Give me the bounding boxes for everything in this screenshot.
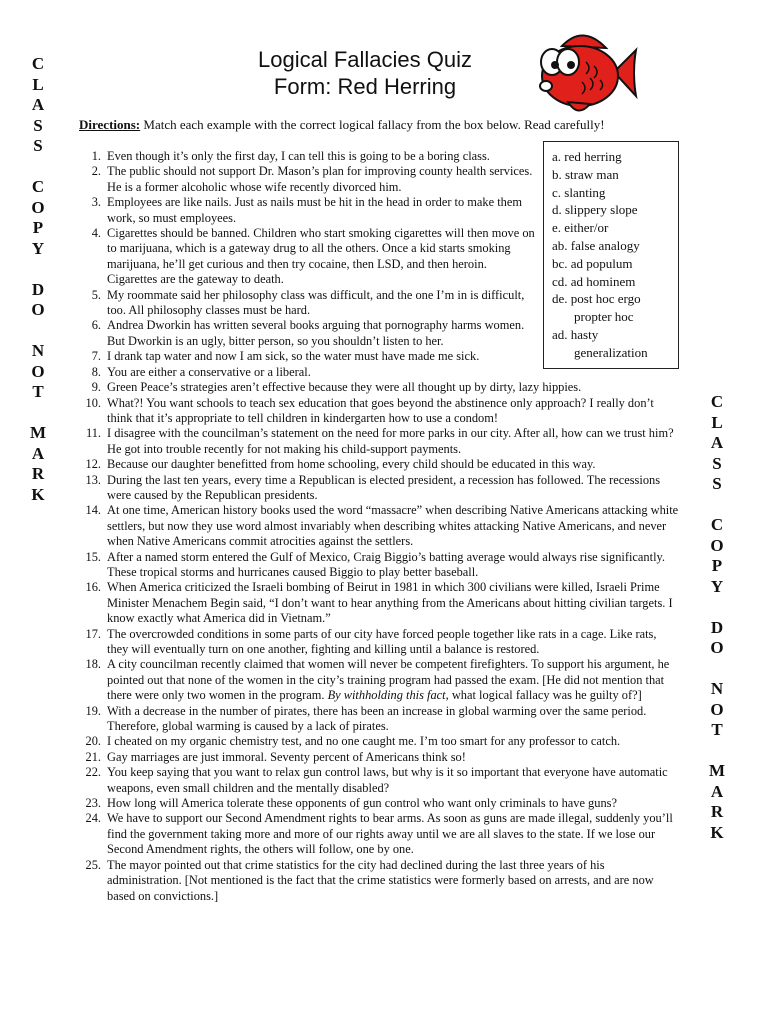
side-left-letter: K bbox=[31, 484, 45, 504]
question-text-main: Because our daughter benefitted from home schooling, every child should be educated in this way. bbox=[107, 457, 596, 472]
directions-text: Match each example with the correct logical fallacy from the box below. Read carefully! bbox=[140, 117, 605, 132]
question-text bbox=[107, 627, 679, 658]
side-left-letter: D bbox=[31, 279, 45, 299]
question-item bbox=[79, 426, 679, 457]
question-text-main: Cigarettes should be banned. Children who start smoking cigarettes will then move on to marijuana, which is a gateway drug to all the others. Once a kid starts smoking marijuana, he’ll get curious and then try cocaine, then LSD, and then heroin. Cigarettes are the gateway to death. bbox=[107, 226, 535, 287]
question-text-main: At one time, American history books used the word “massacre” when describing Native Americans attacking white settlers, but now they use word almost invariably when describing whites attacking Native Americans, and never when Native Americans commit atrocities against the settlers. bbox=[107, 503, 679, 549]
fallacy-option: d. slippery slope bbox=[552, 202, 638, 218]
question-text bbox=[107, 580, 679, 626]
question-number: 1. bbox=[91, 149, 101, 163]
question-text-main: I cheated on my organic chemistry test, and no one caught me. I’m too smart for any professor to catch. bbox=[107, 734, 621, 749]
question-number: 2. bbox=[91, 164, 101, 179]
side-right-letter: T bbox=[711, 720, 723, 739]
side-right-letter: K bbox=[710, 822, 724, 842]
side-right-letter: O bbox=[710, 535, 724, 555]
question-number: 24. bbox=[85, 811, 101, 826]
side-left-letter: N bbox=[31, 341, 45, 360]
question-text bbox=[107, 457, 679, 472]
question-text bbox=[107, 365, 547, 380]
question-text-main: With a decrease in the number of pirates, there has been an increase in global warming over the same period. Therefore, global warming is caused by a lack of pirates. bbox=[107, 703, 647, 734]
side-left-letter: Y bbox=[31, 238, 45, 258]
question-text-main: Employees are like nails. Just as nails must be hit in the head in order to make them work, so must employees. bbox=[107, 195, 522, 225]
side-right-letter: S bbox=[712, 474, 722, 493]
title-line-2: Form: Red Herring bbox=[273, 74, 457, 99]
side-right-letter: R bbox=[710, 802, 724, 821]
side-right-letter: N bbox=[710, 679, 724, 698]
question-text-main: You are either a conservative or a liberal. bbox=[107, 364, 311, 379]
question-text-main: I drank tap water and now I am sick, so the water must have made me sick. bbox=[107, 349, 480, 364]
question-number: 25. bbox=[85, 857, 101, 872]
question-item bbox=[79, 750, 679, 765]
question-number: 19. bbox=[85, 703, 101, 718]
fallacy-option: ab. false analogy bbox=[552, 237, 640, 253]
question-text-main: I disagree with the councilman’s statement on the need for more parks in our city. After all, how can we trust him? He got into trouble recently for not making his child-support payments. bbox=[107, 426, 674, 456]
side-left-letter: S bbox=[33, 136, 43, 155]
fallacy-option-continued: propter hoc bbox=[574, 309, 634, 325]
question-item bbox=[79, 734, 679, 749]
question-text bbox=[107, 288, 537, 319]
side-right-letter: L bbox=[711, 412, 723, 432]
question-text bbox=[107, 704, 679, 735]
question-item bbox=[79, 550, 679, 581]
side-left-letter: A bbox=[31, 95, 45, 114]
question-number: 6. bbox=[91, 318, 101, 333]
question-text bbox=[107, 858, 679, 904]
class-copy-do-not-mark-right bbox=[704, 392, 730, 843]
fallacy-option: b. straw man bbox=[552, 166, 619, 182]
question-text-main: After a named storm entered the Gulf of Mexico, Craig Biggio’s batting average would always rise significantly. These tropical storms and hurricanes caused Biggio to play better baseball. bbox=[107, 549, 665, 579]
question-number: 9. bbox=[91, 380, 101, 395]
class-copy-do-not-mark-left bbox=[25, 54, 51, 505]
question-number: 23. bbox=[85, 796, 101, 811]
question-text-main: A city councilman recently claimed that women will never be competent firefighters. To support his argument, he pointed out that none of the women in the city’s training program had passed the exam. [He did not mention that there were only two women in the program. bbox=[107, 657, 670, 703]
fallacy-option: de. post hoc ergo bbox=[552, 291, 641, 307]
question-text bbox=[107, 226, 537, 288]
question-item bbox=[79, 380, 679, 395]
question-number: 13. bbox=[85, 472, 101, 487]
question-number: 22. bbox=[85, 765, 101, 780]
question-number: 10. bbox=[85, 395, 101, 410]
question-text bbox=[107, 380, 679, 395]
question-text-main: The public should not support Dr. Mason’s plan for improving county health services. He is a former alcoholic whose wife recently divorced him. bbox=[107, 164, 533, 194]
fallacy-option: cd. ad hominem bbox=[552, 273, 636, 289]
title-line-1: Logical Fallacies Quiz bbox=[258, 47, 472, 72]
question-number: 21. bbox=[85, 749, 101, 764]
fallacy-answer-box bbox=[543, 141, 679, 369]
question-text bbox=[107, 734, 679, 749]
side-right-letter: M bbox=[708, 761, 726, 780]
question-number: 12. bbox=[85, 457, 101, 472]
question-text-main: The overcrowded conditions in some parts of our city have forced people together like rats in a cage. Like rats, they will eventually turn on one another, fighting and killing until a balance is restored. bbox=[107, 626, 657, 656]
question-text-main: Andrea Dworkin has written several books arguing that pornography harms women. But Dworkin is an ugly, bitter person, so you shouldn’t listen to her. bbox=[107, 318, 525, 348]
side-right-letter: Y bbox=[710, 576, 724, 596]
question-text bbox=[107, 396, 679, 427]
question-text bbox=[107, 149, 537, 164]
question-text-tail: , what logical fallacy was he guilty of?] bbox=[445, 688, 642, 703]
side-left-letter: M bbox=[29, 423, 47, 442]
side-left-letter: L bbox=[32, 74, 44, 94]
question-number: 14. bbox=[85, 503, 101, 518]
side-left-letter: A bbox=[31, 443, 45, 463]
question-text bbox=[107, 164, 537, 195]
question-text-main: The mayor pointed out that crime statistics for the city had declined during the last three years of his administration. [Not mentioned is the fact that the crime statistics were formerly based on arrests, and are now based on convictions.] bbox=[107, 857, 654, 903]
question-text-main: When America criticized the Israeli bombing of Beirut in 1981 in which 300 civilians were killed, Israeli Prime Minister Menachem Begin said, “I don’t want to hear anything from the Americans about hitting civilian targets. I know exactly what America did in Vietnam.” bbox=[107, 580, 673, 626]
question-text bbox=[107, 811, 679, 857]
directions-label: Directions: bbox=[79, 117, 141, 132]
side-right-letter: C bbox=[710, 392, 724, 411]
question-text bbox=[107, 796, 679, 811]
question-text bbox=[107, 765, 679, 796]
question-number: 7. bbox=[91, 349, 101, 364]
side-left-letter: O bbox=[31, 197, 45, 217]
side-right-letter: A bbox=[710, 781, 724, 801]
question-text bbox=[107, 503, 679, 549]
question-number: 11. bbox=[85, 426, 101, 441]
question-text bbox=[107, 657, 679, 703]
quiz-title bbox=[200, 46, 530, 100]
question-text-main: How long will America tolerate these opponents of gun control who want only criminals to have guns? bbox=[107, 796, 617, 811]
question-item bbox=[79, 796, 679, 811]
question-text bbox=[107, 750, 679, 765]
side-right-letter: S bbox=[712, 453, 722, 473]
question-item bbox=[79, 811, 679, 857]
fallacy-option-continued: generalization bbox=[574, 344, 648, 360]
question-number: 17. bbox=[85, 626, 101, 641]
question-item bbox=[79, 657, 679, 703]
fallacy-option: ad. hasty bbox=[552, 326, 599, 342]
question-text-main: We have to support our Second Amendment rights to bear arms. As soon as guns are made illegal, suddenly you’ll find the government taking more and more of our rights away until we are all slaves to the state. If we lose our Second Amendment rights, the others will follow, one by one. bbox=[107, 811, 673, 857]
fallacy-option: e. either/or bbox=[552, 220, 609, 236]
question-text bbox=[107, 426, 679, 457]
question-item bbox=[79, 503, 679, 549]
question-text bbox=[107, 473, 679, 504]
side-left-letter: T bbox=[32, 382, 44, 401]
question-number: 4. bbox=[91, 226, 101, 241]
question-number: 3. bbox=[91, 195, 101, 210]
side-right-letter: P bbox=[711, 556, 723, 575]
question-text-main: Even though it’s only the first day, I can tell this is going to be a boring class. bbox=[107, 149, 490, 163]
fallacy-option: bc. ad populum bbox=[552, 255, 633, 271]
fallacy-option: c. slanting bbox=[552, 184, 606, 200]
question-item bbox=[79, 627, 679, 658]
side-left-letter: S bbox=[33, 115, 43, 135]
question-text-main: What?! You want schools to teach sex education that goes beyond the abstinence only approach? I really don’t think that it’s appropriate to tell children in kindergarten how to use a condom! bbox=[107, 395, 654, 425]
side-left-letter: R bbox=[31, 464, 45, 483]
question-number: 15. bbox=[85, 549, 101, 564]
side-left-letter: C bbox=[31, 177, 45, 196]
question-text-italic: By withholding this fact bbox=[327, 688, 446, 703]
question-item bbox=[79, 457, 679, 472]
question-text-main: You keep saying that you want to relax gun control laws, but why is it so important that everyone have automatic weapons, even small children and the mentally disabled? bbox=[107, 765, 668, 795]
side-left-letter: O bbox=[31, 300, 45, 319]
side-right-letter: A bbox=[710, 433, 724, 452]
question-number: 8. bbox=[91, 364, 101, 379]
side-right-letter: O bbox=[710, 699, 724, 719]
question-text bbox=[107, 318, 537, 349]
question-text-main: Gay marriages are just immoral. Seventy percent of Americans think so! bbox=[107, 749, 466, 764]
question-text-main: Green Peace’s strategies aren’t effective because they were all thought up by dirty, lazy hippies. bbox=[107, 380, 582, 395]
side-right-letter: C bbox=[710, 515, 724, 534]
question-item bbox=[79, 704, 679, 735]
side-left-letter: C bbox=[31, 54, 45, 73]
question-item bbox=[79, 396, 679, 427]
fallacy-option: a. red herring bbox=[552, 149, 622, 164]
question-text bbox=[107, 195, 537, 226]
question-item bbox=[79, 580, 679, 626]
question-number: 5. bbox=[91, 287, 101, 302]
question-item bbox=[79, 765, 679, 796]
red-fish-icon bbox=[528, 26, 638, 120]
question-item bbox=[79, 858, 679, 904]
side-right-letter: D bbox=[710, 617, 724, 637]
question-text bbox=[107, 349, 547, 364]
side-left-letter: O bbox=[31, 361, 45, 381]
question-number: 20. bbox=[85, 734, 101, 749]
side-right-letter: O bbox=[710, 638, 724, 657]
question-text bbox=[107, 550, 679, 581]
question-text-main: During the last ten years, every time a Republican is elected president, a recession has followed. The recessions were caused by the Republican presidents. bbox=[107, 472, 661, 502]
question-text-main: My roommate said her philosophy class was difficult, and the one I’m in is difficult, too. All philosophy classes must be hard. bbox=[107, 287, 525, 318]
question-number: 16. bbox=[85, 580, 101, 595]
question-item bbox=[79, 473, 679, 504]
directions bbox=[79, 117, 679, 133]
side-left-letter: P bbox=[32, 218, 44, 237]
question-number: 18. bbox=[85, 657, 101, 672]
